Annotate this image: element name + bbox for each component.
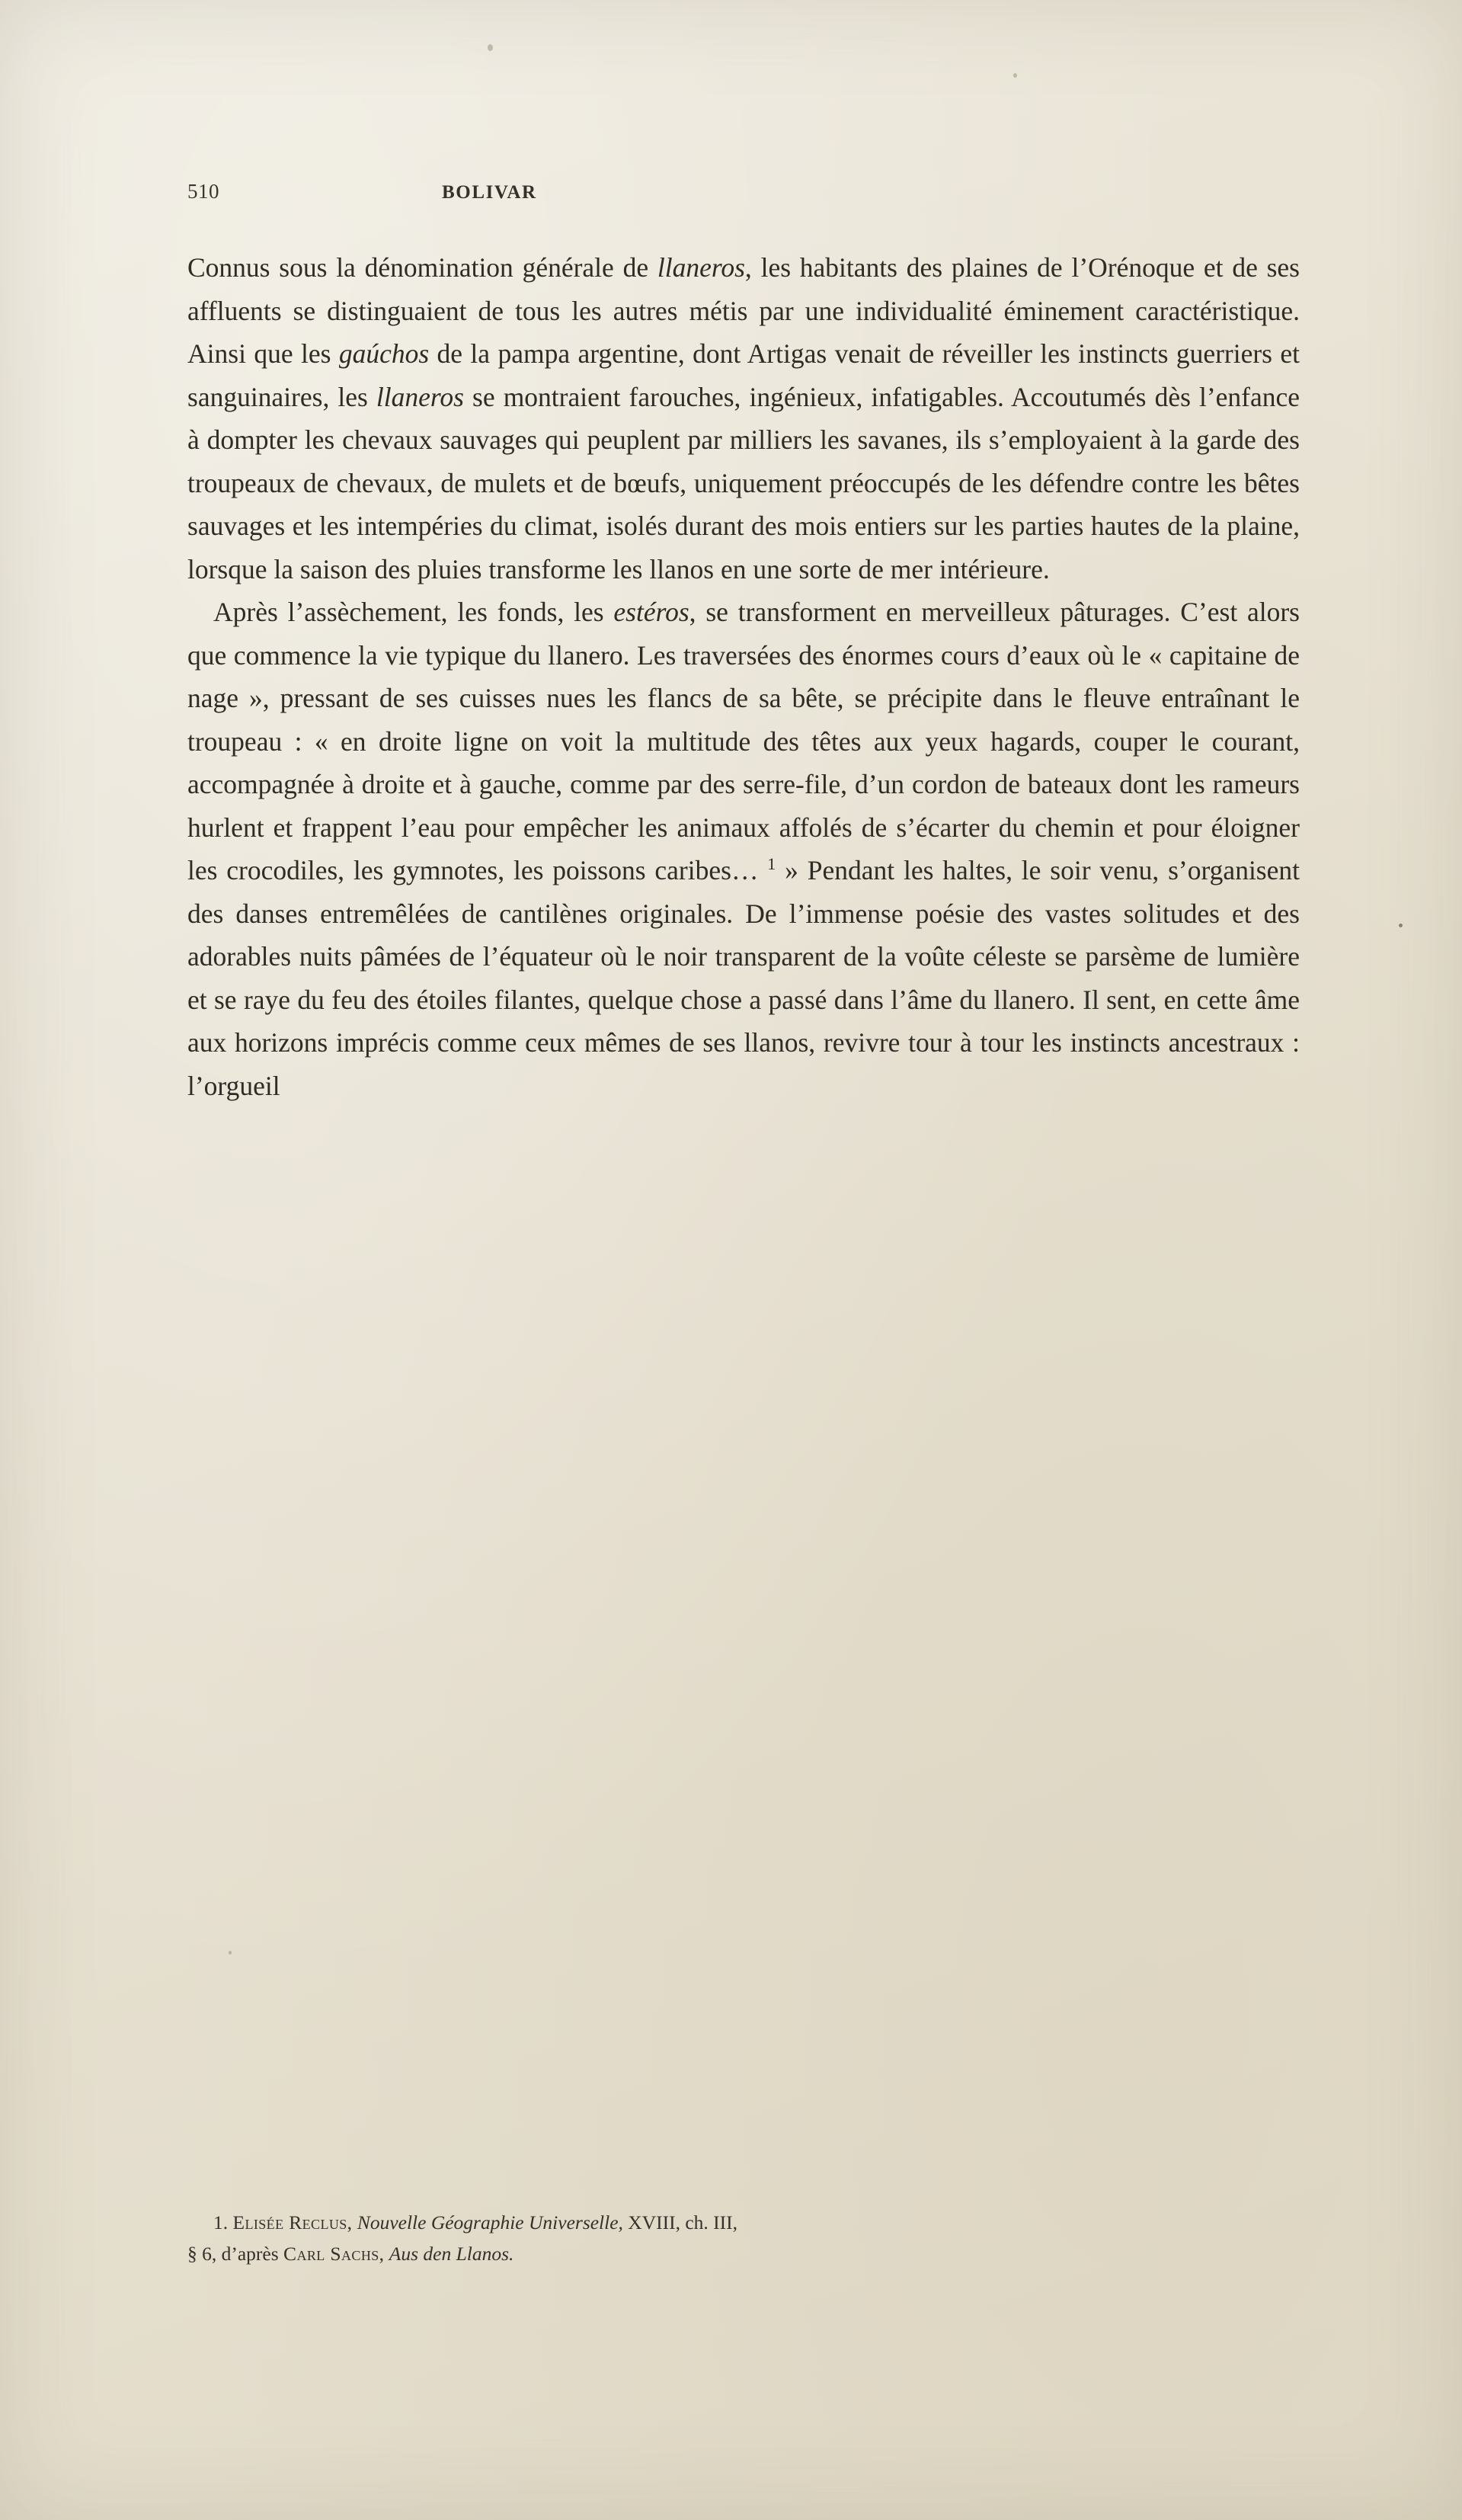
footnote-work-2: Aus den Llanos. (389, 2243, 514, 2265)
italic-term: estéros (613, 597, 689, 627)
text-run: se montraient farouches, ingénieux, infatigables. Accoutumés dès l’enfance à dompter les chevaux sauvages qui peuplent par milliers les savanes, ils s’employaient à la garde des troupeaux de chevaux, de mulets et de bœufs, uniquement préoccupés de les défendre contre les bêtes sauvages et les intempéries du climat, isolés durant des mois entiers sur les parties hautes de la plaine, lorsque la saison des pluies transforme les llanos en une sorte de mer intérieure. (187, 381, 1300, 584)
page-content (187, 180, 1300, 1107)
body-text (187, 246, 1300, 1107)
text-run: , se transforment en merveilleux pâturages. C’est alors que commence la vie typique du llanero. Les traversées des énormes cours d’eaux où le « capitaine de nage », pressant de ses cuisses nues les flancs de sa bête, se précipite dans le fleuve entraînant le troupeau : « en droite ligne on voit la multitude des têtes aux yeux hagards, couper le courant, accompagnée à droite et à gauche, comme par des serre-file, d’un cordon de bateaux dont les rameurs hurlent et frappent l’eau pour empêcher les animaux affolés de s’écarter du chemin et pour éloigner les crocodiles, les gymnotes, les poissons caribes… (187, 597, 1300, 885)
footnote-section: § 6, d’après (187, 2243, 279, 2265)
footnote-reference: XVIII, ch. III, (628, 2211, 738, 2233)
scan-speck (229, 1951, 232, 1955)
paragraph-2 (187, 591, 1300, 1107)
page-number: 510 (187, 180, 219, 203)
text-run: Après l’assèchement, les fonds, les (213, 597, 614, 627)
running-title: BOLIVAR (442, 182, 537, 203)
text-run: » Pendant les haltes, le soir venu, s’organisent des danses entremêlées de cantilènes originales. De l’immense poésie des vastes solitudes et des adorables nuits pâmées de l’équateur où le noir transparent de la voûte céleste se parsème de lumière et se raye du feu des étoiles filantes, quelque chose a passé dans l’âme du llanero. Il sent, en cette âme aux horizons imprécis comme ceux mêmes de ses llanos, revivre tour à tour les instincts ancestraux : l’orgueil (187, 855, 1300, 1101)
margin-speck (1399, 924, 1403, 927)
text-run: de la pampa argentine, dont Artigas venait de réveiller les instincts guerriers et sanguinaires, les (187, 338, 1300, 412)
footnote-work: Nouvelle Géographie Universelle, (357, 2211, 623, 2233)
scan-speck (1013, 73, 1017, 78)
paragraph-1 (187, 246, 1300, 591)
italic-term: gaúchos (338, 338, 430, 369)
scan-speck (488, 44, 493, 51)
italic-term: llaneros (657, 252, 745, 283)
footnote-reference-marker: 1 (767, 854, 776, 874)
text-run: , les habitants des plaines de l’Orénoque et de ses affluents se distinguaient de tous les autres métis par une individualité éminement caractéristique. Ainsi que les (187, 252, 1300, 369)
page-header (187, 180, 1300, 203)
footnote-author: Elisée Reclus, (232, 2211, 353, 2233)
text-run: Connus sous la dénomination générale de (187, 252, 657, 283)
italic-term: llaneros (376, 381, 464, 412)
footnote-author-2: Carl Sachs, (283, 2243, 385, 2265)
footnote (187, 2207, 1307, 2269)
footnote-marker: 1. (213, 2211, 229, 2233)
